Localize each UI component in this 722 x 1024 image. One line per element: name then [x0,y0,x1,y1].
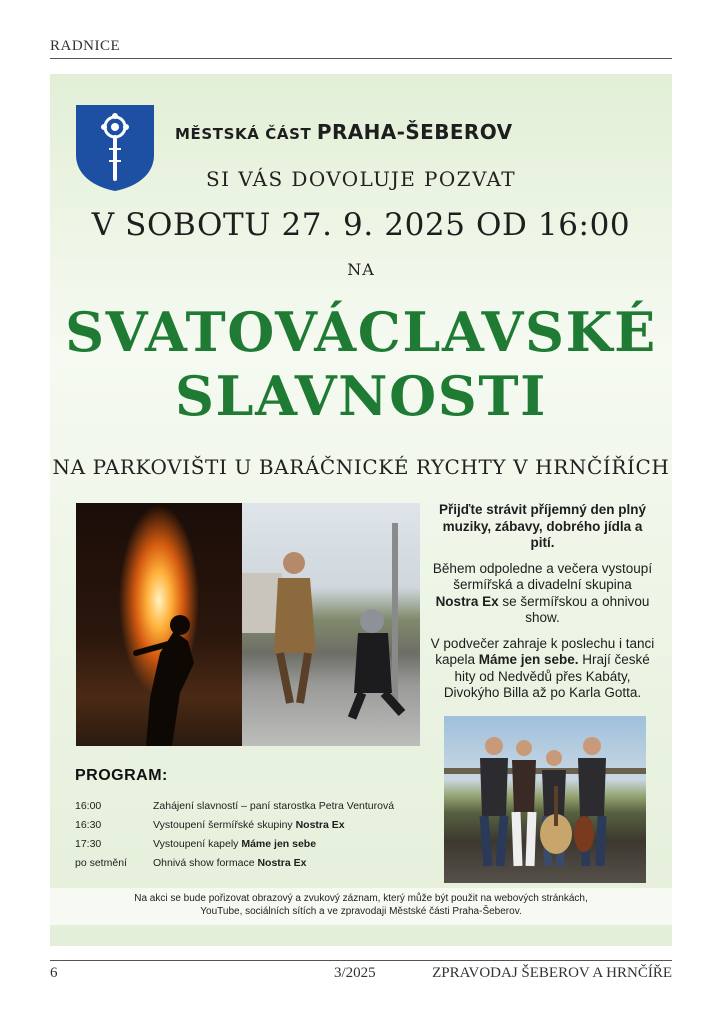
header-rule [50,58,672,59]
program-description [153,853,394,872]
intro-show-group: Nostra Ex [435,593,499,609]
organizer-line [175,120,512,144]
intro-show-text: Během odpoledne a večera vystoupí šermířská a divadelní skupina [432,560,653,592]
program-row [75,853,394,872]
organizer-name: PRAHA-ŠEBEROV [316,120,513,144]
event-date: V SOBOTU 27. 9. 2025 OD 16:00 [91,207,631,243]
publication-name: ZPRAVODAJ ŠEBEROV A HRNČÍŘE [432,965,672,981]
intro-text [430,502,655,711]
program-row [75,796,394,815]
event-title [50,300,672,428]
intro-paragraph-band [430,636,655,702]
na-word: NA [347,260,375,279]
program-description [153,815,394,834]
invite-line: SI VÁS DOVOLUJE POZVAT [206,167,516,191]
recording-notice [50,888,672,925]
issue-number: 3/2025 [334,965,376,981]
intro-band-name: Máme jen sebe. [478,652,579,667]
event-title-line-1: SVATOVÁCLAVSKÉ [65,300,657,364]
intro-lead: Přijďte strávit příjemný den plný muziky, zábavy, dobrého jídla a pití. [438,502,646,550]
program-performer: Máme jen sebe [241,837,317,850]
program-performer: Nostra Ex [257,856,307,869]
organizer-prefix: MĚSTSKÁ ČÁST [175,125,312,143]
recording-notice-text: Na akci se bude pořizovat obrazový a zvukový záznam, který může být použit na webových stránkách, YouTube, sociálních sítích a ve zpravodaji Městské části Praha-Šeberov. [134,893,588,917]
event-title-line-2: SLAVNOSTI [174,364,548,428]
program-description [153,796,394,815]
program-description [153,834,394,853]
intro-show-text-end: se šermířskou a ohnivou show. [498,593,650,625]
intro-paragraph-show [430,561,655,627]
program-time: 16:30 [75,818,102,831]
program-text: Vystoupení kapely [153,837,242,850]
program-text: Vystoupení šermířské skupiny [153,818,296,831]
program-text: Ohnivá show formace [153,856,258,869]
intro-band-text: V podvečer zahraje k poslechu i tanci kapela [430,635,655,667]
program-heading: PROGRAM: [75,767,168,784]
program-time: 16:00 [75,799,102,812]
program-performer: Nostra Ex [295,818,345,831]
page-number: 6 [50,965,58,981]
program-time: 17:30 [75,837,102,850]
program-text: Zahájení slavností – paní starostka Petra Venturová [153,799,395,812]
section-header: RADNICE [50,38,121,54]
swordsmen-photo [242,503,420,746]
footer-rule [50,960,672,961]
program-row [75,834,394,853]
band-photo [444,716,646,883]
program-table [75,796,394,872]
event-poster [50,74,672,946]
fire-show-photo [76,503,242,746]
program-row [75,815,394,834]
intro-band-text-end: Hrají české hity od Nedvědů přes Kabáty, Divokýho Billa až po Karla Gotta. [443,652,650,700]
program-time: po setmění [75,856,127,869]
event-venue: NA PARKOVIŠTI U BARÁČNICKÉ RYCHTY V HRNČÍŘÍCH [52,455,670,479]
